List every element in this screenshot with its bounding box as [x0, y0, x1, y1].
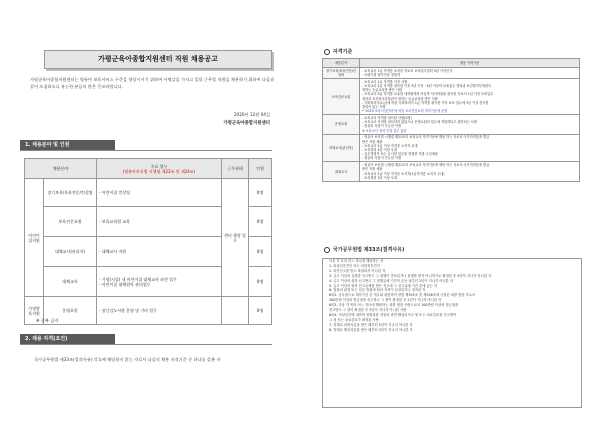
group-label: 가정양육지원 [25, 297, 44, 325]
table-row [323, 162, 580, 181]
table-row [323, 68, 580, 79]
criteria-header-text: 채용 자격기준 [360, 59, 580, 68]
group-label: 어린이집지원 [25, 179, 44, 297]
section-divider [20, 344, 272, 345]
table-row [25, 179, 272, 207]
table-row [323, 115, 580, 134]
note-text: ※ 중복 금지 [36, 318, 59, 323]
intro-paragraph: 가평군육아종합지원센터는 영유아 보육서비스 수준을 향상시키기 위하여 사명감을 가지고 일할 근무할 직원을 채용하기 위하여 다음과 같이 모집하오니 유능한 분들의 많은 응모바랍니다. [30, 77, 274, 89]
field-cell: 운영요원 [44, 297, 97, 325]
table-row [25, 297, 272, 325]
criteria-cell: - 영유아 보육법 시행령 제21조의 보육교사 자격기준에 해당 하는 자로서 국가자격증을 발급 받은 자를 채용 - 보육교사 2급 이상 자격증 소지자 우대 - 보육경력 5년 이상 우대 - 실무경험자 또는 유사한 업무를 경험한 자를 우선채용 - 컴퓨터 사용이 가능한 사람 [360, 134, 580, 162]
field-cell: 대체교사(관리자) [44, 237, 97, 267]
list-item: 다음 각 호의 어느 하나에 해당하는 자 [329, 259, 384, 263]
duty-legal-basis: (영유아보육법 시행령 제23조 및 제24조) [122, 168, 196, 174]
header-count: 인원 [249, 159, 272, 179]
criteria-cell: - 보육교사 1급 자격증 소지한 자로서 보육업무경력 5년 이상인자 - 어린이집 평가인증 경험자 [360, 68, 580, 79]
criteria-cell: - 보육교사 자격을 취득한 사람(2명) - 보육교사 자격을 취득하지 않았으나 운영요원의 업무에 적합하다고 판단되는 사람 - 컴퓨터 사용이 가능한 사람 ※ 보육교사 경력 인정 업무 없음 [360, 115, 580, 134]
list-item: 8. 징계로 해임처분을 받은 때부터 3년이 지나지 아니한 자 [329, 327, 413, 332]
recruitment-table [24, 158, 272, 325]
list-item: 선고받고 그 형이 확정된 후 3년이 지나지 아니한 사람 [329, 308, 407, 313]
list-item: 300만원 이상의 벌금형을 선고받고 그 형이 확정된 후 2년이 지나지 아니한 자 [329, 298, 442, 303]
count-cell: 0명 [249, 237, 272, 267]
list-item: 5. 금고 이상의 형의 선고유예를 받은 경우에 그 선고유예 기간 중에 있는 자 [329, 283, 438, 288]
duty-cell: - 대체교사 지원 [97, 237, 222, 267]
list-item: 3. 금고 이상의 실형을 선고받고 그 집행이 종료되거나 집행을 받지 아니하기로 확정된 후 5년이 지나지 아니한 자 [329, 273, 492, 278]
criteria-field: 운영요원 [323, 115, 360, 134]
field-cell: 대체교사 [44, 267, 97, 297]
section-1-heading: 1. 채용분야 및 인원 [20, 140, 115, 150]
list-item: 그 형 또는 치료감호가 확정된 사람 [329, 317, 379, 322]
criteria-header-field: 채용분야 [323, 59, 360, 68]
count-cell: 0명 [249, 179, 272, 207]
criteria-heading: 자격기준 [324, 48, 352, 55]
disqualification-box [322, 258, 582, 408]
duty-cell: - 보육교직원 교육 [97, 207, 222, 237]
list-item: 4. 금고 이상의 형을 선고받고 그 집행유예 기간이 끝난 날부터 2년이 지나지 아니한 자 [329, 278, 453, 283]
list-item: 7. 징계로 파면처분을 받은 때부터 5년이 지나지 아니한 자 [329, 322, 413, 327]
count-cell: 0명 [249, 207, 272, 237]
criteria-field: 보육전문요원 [323, 79, 360, 115]
criteria-cell: - 보육교사 1급 자격을 가진 사람 - 보육교사 2급 자격을 취득한 이후 3년 이상 · 5년 이상의 보육업무 경력과 보건복지부장관이 정하는 승급교육을 받은 사람 - 보육교사 3급 자격을 보유한 대학원에서 아동학 석사학위를 취득한 자로서 1년 이상 보육업무 경력과 보건복지부장관이 정하는 승급교육을 받은 사람 - 사회복지사(1급)에 의한 사회복지사 1급 자격을 취득한 이후 보육 업무에 3년 이상 종사한 경력이 있는 사람 * '2019 보육사업안내'에 의한 보육전문요원 자격기준에 준함 [360, 79, 580, 115]
work-type-cell: 센터 행정 업무 [222, 179, 249, 297]
list-item: 1. 피성년후견인 또는 피한정후견인 [329, 263, 380, 268]
qualification-text: 국가공무원법 제33조(결격사유) 각호에 해당하지 않는 자로서 다음의 채용 자격기준 중 하나를 갖춘 자 [34, 357, 221, 362]
header-field: 채용분야 [25, 159, 97, 179]
count-cell: 0명 [249, 297, 272, 325]
criteria-field: 대체교사(관리자) [323, 134, 360, 162]
duty-cell: - 가정(시설) 내 어린이집 대체교사 파견 업무 - 어린이집 대체원아 관리업무 [97, 267, 222, 297]
list-item: 6의2. 공무원으로 재직기간 중 직무와 관련하여 형법 제355조 및 제356조에 규정된 죄를 범한 자로서 [329, 293, 476, 298]
page-title: 가평군육아종합지원센터 직원 채용공고 [44, 50, 272, 69]
section-2-heading: 2. 채용 자격(요건) [20, 334, 115, 344]
list-item: 6의3. 다음 각 목의 어느 하나에 해당하는 죄를 범한 사람으로서 100만원 이상의 벌금형을 [329, 303, 459, 308]
list-item: 2. 파산선고를 받고 복권되지 아니한 자 [329, 268, 386, 273]
criteria-field: 대체교사 [323, 162, 360, 181]
bullet-icon [324, 49, 330, 55]
table-row [323, 134, 580, 162]
criteria-cell: - 영유아 보육법 시행령 제21조의 보육교사 자격기준에 해당 하는 자로서 국가자격증을 발급 받은 자를 채용 - 보육교사 2급 이상 자격증 소지자(1급자격증 소지자 우대) - 보육경력 3년 이상 우대 [360, 162, 580, 181]
field-cell: 장기보육/보육전문/컨설팅 [44, 179, 97, 207]
section-divider [20, 150, 272, 151]
bullet-icon [324, 247, 330, 253]
criteria-footnote: ※ 보육교사 경력 인정 업무 없음 [362, 128, 407, 133]
duty-cell: - 장난감도서관 운영 및 기타 업무 [97, 297, 222, 325]
list-item: 6의4. 미성년자에 대하여 성범죄를 저질러 파면·해임되거나 형 또는 치료감호를 선고받아 [329, 312, 457, 317]
criteria-footnote: * '2019 보육사업안내'에 의한 보육전문요원 자격기준에 준함 [362, 109, 448, 114]
notice-date: 2020년 12월 04일 [233, 112, 270, 117]
field-cell: 보육전문요원 [44, 207, 97, 237]
organization-name: 가평군육아종합지원센터 [223, 121, 270, 126]
header-duty: 주요 업무 (영유아보육법 시행령 제23조 및 제24조) [97, 159, 222, 179]
table-row [323, 79, 580, 115]
count-cell: 0명 [249, 267, 272, 297]
header-work-type: 근무형태 [222, 159, 249, 179]
criteria-field: 장기보육/보육전문/컨설팅 [323, 68, 360, 79]
criteria-table [322, 58, 580, 182]
list-item: 6. 법원의 판결 또는 다른 법률에 따라 자격이 상실되거나 정지된 자 [329, 288, 426, 293]
disqualification-heading: 국가공무원법 제33조(결격사유) [324, 246, 404, 253]
duty-cell: - 어린이집 컨설팅 [97, 179, 222, 207]
right-page [300, 0, 600, 424]
